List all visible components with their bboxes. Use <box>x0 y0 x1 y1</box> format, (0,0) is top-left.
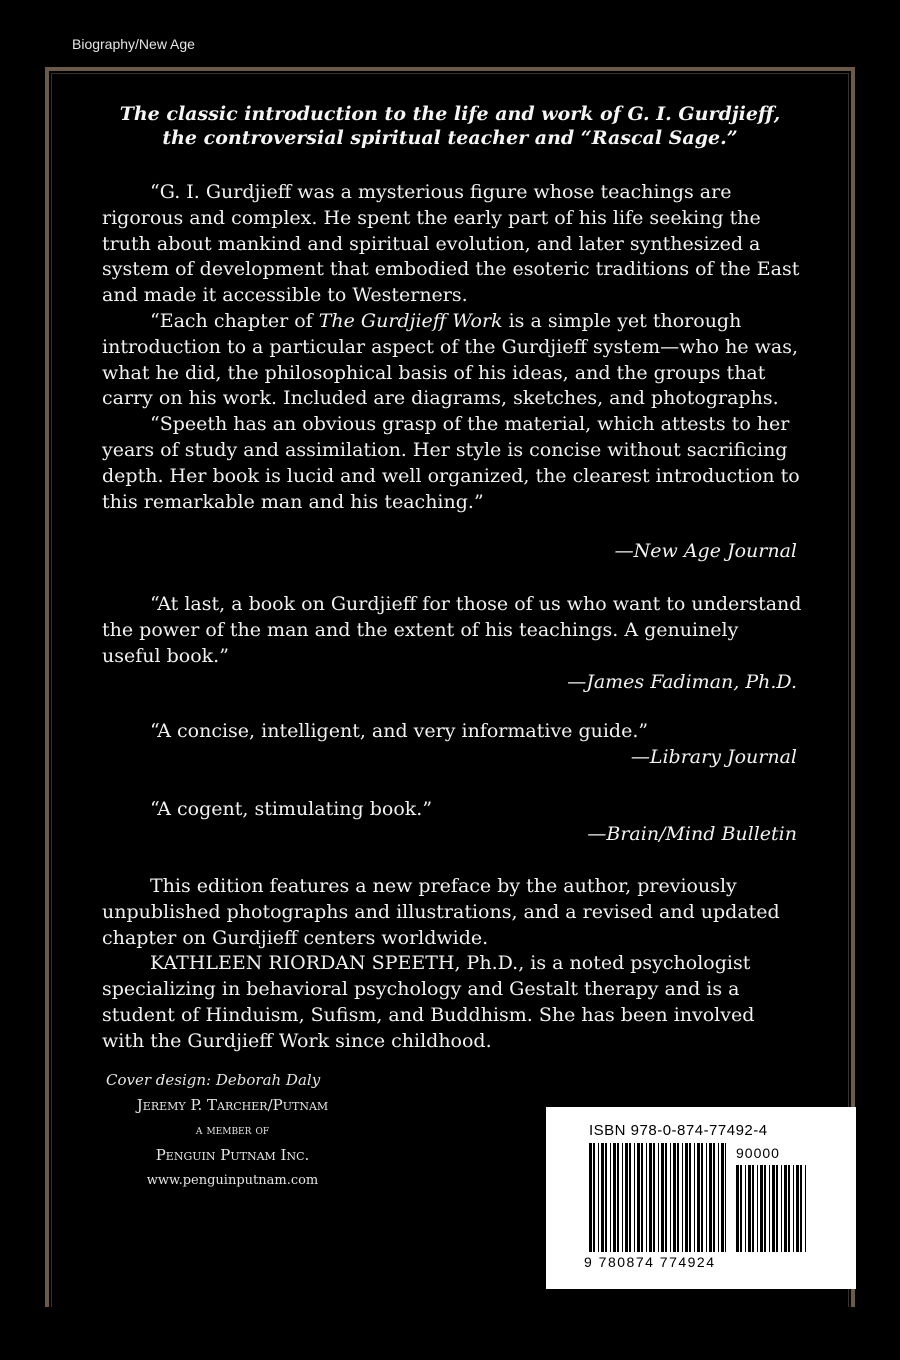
member-of: a member of <box>195 1123 270 1138</box>
barcode-box <box>546 1107 856 1289</box>
review-library-journal <box>102 719 802 745</box>
review-text: is a simple yet thorough introduction to a particular aspect of the Gurdjieff system—who he was, what he did, the philosophical basis of his ideas, and the groups that carry on his work. Included are diagrams, sketches, and photographs. <box>102 309 798 410</box>
headline-line-1: The classic introduction to the life and work of G. I. Gurdjieff, <box>119 103 781 125</box>
about-section <box>102 874 802 1055</box>
book-title: The Gurdjieff Work <box>318 309 503 332</box>
isbn-number: ISBN 978-0-874-77492-4 <box>589 1122 768 1139</box>
publisher-name: Jeremy P. Tarcher/Putnam <box>136 1096 329 1114</box>
price-code: 90000 <box>736 1145 780 1161</box>
category-label: Biography/New Age <box>72 36 195 52</box>
review-new-age-journal <box>102 180 802 515</box>
review-paragraph: “A cogent, stimulating book.” <box>150 798 433 820</box>
review-paragraph: “A concise, intelligent, and very informative guide.” <box>150 720 649 742</box>
headline-line-2: the controversial spiritual teacher and “Rascal Sage.” <box>162 127 738 149</box>
edition-note: This edition features a new preface by the author, previously unpublished photographs and illustrations, and a revised and updated chapter on Gurdjieff centers worldwide. <box>102 875 780 949</box>
review-brain-mind <box>102 797 802 823</box>
headline <box>80 102 820 150</box>
review-paragraph: “G. I. Gurdjieff was a mysterious figure whose teachings are rigorous and complex. He spent the early part of his life seeking the truth about mankind and spiritual evolution, and later synthesized a system of development that embodied the esoteric traditions of the East and made it accessible to Westerners. <box>102 181 800 307</box>
cover-design-credit: Cover design: Deborah Daly <box>106 1071 321 1089</box>
review-paragraph: “Speeth has an obvious grasp of the material, which attests to her years of study and assimilation. Her style is concise without sacrificing depth. Her book is lucid and well organized, the clearest introduction to this remarkable man and his teaching.” <box>102 413 800 513</box>
publisher-credits <box>90 1068 375 1193</box>
parent-publisher: Penguin Putnam Inc. <box>155 1146 310 1164</box>
attribution-fadiman: —James Fadiman, Ph.D. <box>567 671 797 693</box>
barcode-digits: 9 780874 774924 <box>584 1254 716 1270</box>
review-text: “Each chapter of <box>150 309 319 332</box>
publisher-url: www.penguinputnam.com <box>146 1173 319 1188</box>
attribution-new-age-journal: —New Age Journal <box>614 540 797 562</box>
attribution-brain-mind: —Brain/Mind Bulletin <box>587 823 797 845</box>
author-bio: KATHLEEN RIORDAN SPEETH, Ph.D., is a noted psychologist specializing in behavioral psychology and Gestalt therapy and is a student of Hinduism, Sufism, and Buddhism. She has been involved with the Gurdjieff Work since childhood. <box>102 952 755 1052</box>
review-paragraph: “At last, a book on Gurdjieff for those of us who want to understand the power of the man and the extent of his teachings. A genuinely useful book.” <box>102 593 802 667</box>
review-fadiman <box>102 592 802 669</box>
review-paragraph <box>102 309 802 412</box>
attribution-library-journal: —Library Journal <box>630 746 797 768</box>
